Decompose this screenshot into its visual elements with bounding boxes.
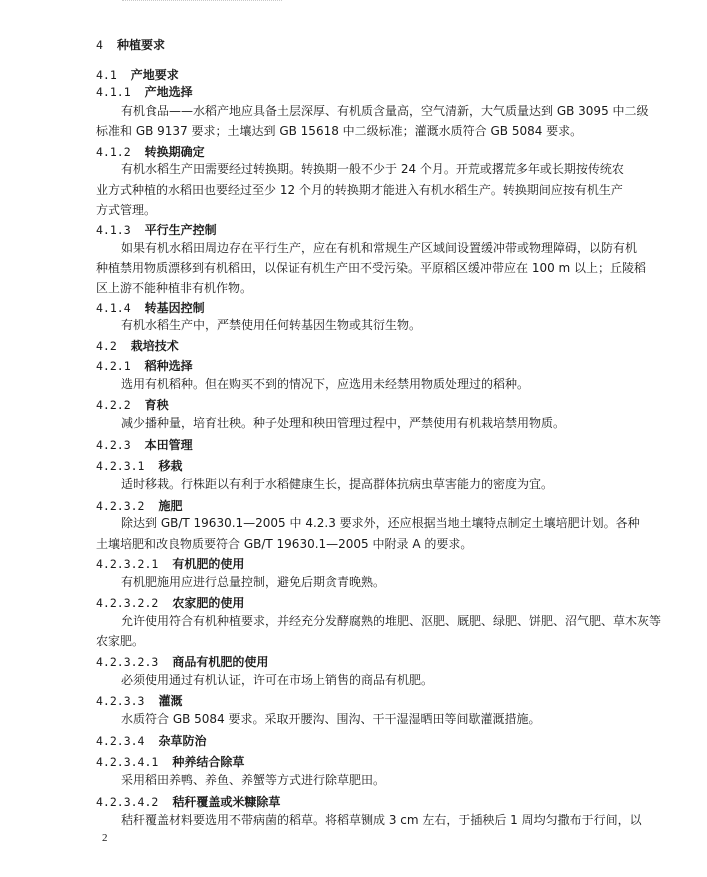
section-title: 种养结合除草 [172, 755, 245, 769]
subsection-heading [96, 594, 244, 611]
section-title: 有机肥的使用 [172, 557, 245, 571]
page-number: 2 [102, 832, 108, 844]
section-number: 4.1.2 [96, 145, 131, 159]
body-text-line: 采用稻田养鸭、养鱼、养蟹等方式进行除草肥田。 [121, 773, 386, 787]
subsection-heading [96, 83, 193, 100]
subsection-heading [96, 555, 244, 572]
section-number: 4.2.3.1 [96, 459, 145, 473]
section-heading [96, 36, 165, 53]
section-number: 4.1 [96, 68, 117, 82]
section-number: 4 [96, 38, 103, 52]
body-text-line: 允许使用符合有机种植要求，并经充分发酵腐熟的堆肥、沤肥、厩肥、绿肥、饼肥、沼气肥、草木灰等 [121, 614, 662, 628]
section-number: 4.2.3.2.2 [96, 596, 159, 610]
section-title: 商品有机肥的使用 [172, 655, 269, 669]
subsection-heading [96, 793, 280, 810]
body-text-line: 除达到 GB/T 19630.1—2005 中 4.2.3 要求外，还应根据当地土壤特点制定土壤培肥计划。各种 [121, 516, 640, 530]
top-edge-trace [122, 0, 282, 4]
body-text-line: 方式管理。 [96, 203, 157, 217]
subsection-heading [96, 143, 205, 160]
body-text-line: 适时移栽。行株距以有利于水稻健康生长，提高群体抗病虫草害能力的密度为宜。 [121, 477, 554, 491]
section-title: 灌溉 [158, 694, 183, 708]
body-text-line: 有机食品——水稻产地应具备土层深厚、有机质含量高，空气清新，大气质量达到 GB 3095 中二级 [121, 104, 649, 118]
body-text-line: 减少播种量，培育壮秧。种子处理和秧田管理过程中，严禁使用有机栽培禁用物质。 [121, 416, 566, 430]
section-number: 4.2.3.3 [96, 694, 145, 708]
subsection-heading [96, 299, 205, 316]
section-number: 4.2.3.4.1 [96, 755, 159, 769]
section-title: 产地要求 [130, 68, 179, 82]
body-text-line: 业方式种植的水稻田也要经过至少 12 个月的转换期才能进入有机水稻生产。转换期间应按有机生产 [96, 183, 623, 197]
subsection-heading [96, 457, 182, 474]
section-title: 移栽 [158, 459, 183, 473]
subsection-heading [96, 692, 182, 709]
section-number: 4.1.3 [96, 223, 131, 237]
body-text-line: 区上游不能种植非有机作物。 [96, 281, 253, 295]
section-title: 秸秆覆盖或米糠除草 [172, 795, 281, 809]
subsection-heading [96, 221, 217, 238]
section-number: 4.2.3.4.2 [96, 795, 159, 809]
section-title: 平行生产控制 [144, 223, 217, 237]
section-number: 4.2.3.4 [96, 734, 145, 748]
subsection-heading [96, 732, 206, 749]
section-number: 4.2.3.2.1 [96, 557, 159, 571]
body-text-line: 标准和 GB 9137 要求；土壤达到 GB 15618 中二级标准；灌溉水质符合 GB 5084 要求。 [96, 124, 583, 138]
section-title: 转换期确定 [144, 145, 205, 159]
subsection-heading [96, 653, 268, 670]
section-title: 农家肥的使用 [172, 596, 245, 610]
section-title: 转基因控制 [144, 301, 205, 315]
body-text-line: 有机肥施用应进行总量控制，避免后期贪青晚熟。 [121, 575, 386, 589]
body-text-line: 如果有机水稻田周边存在平行生产，应在有机和常规生产区域间设置缓冲带或物理障碍，以防有机 [121, 241, 638, 255]
section-title: 产地选择 [144, 85, 193, 99]
section-number: 4.1.4 [96, 301, 131, 315]
body-text-line: 有机水稻生产中，严禁使用任何转基因生物或其衍生物。 [121, 318, 422, 332]
section-title: 育秧 [144, 398, 169, 412]
body-text-line: 水质符合 GB 5084 要求。采取开腰沟、围沟、干干湿湿晒田等间歇灌溉措施。 [121, 712, 541, 726]
body-text-line: 有机水稻生产田需要经过转换期。转换期一般不少于 24 个月。开荒或撂荒多年或长期按传统农 [121, 162, 624, 176]
subsection-heading [96, 497, 182, 514]
subsection-heading [96, 396, 169, 413]
section-heading [96, 337, 179, 354]
body-text-line: 土壤培肥和改良物质要符合 GB/T 19630.1—2005 中附录 A 的要求。 [96, 537, 473, 551]
body-text-line: 选用有机稻种。但在购买不到的情况下，应选用未经禁用物质处理过的稻种。 [121, 377, 530, 391]
section-number: 4.1.1 [96, 85, 131, 99]
subsection-heading [96, 753, 244, 770]
section-number: 4.2.3.2.3 [96, 655, 159, 669]
body-text-line: 秸秆覆盖材料要选用不带病菌的稻草。将稻草铡成 3 cm 左右，于插秧后 1 周均匀撒布于行间，以 [121, 813, 642, 827]
body-text-line: 农家肥。 [96, 634, 145, 648]
section-title: 本田管理 [144, 438, 193, 452]
body-text-line: 种植禁用物质漂移到有机稻田，以保证有机生产田不受污染。平原稻区缓冲带应在 100 m 以上；丘陵稻 [96, 261, 647, 275]
body-text-line: 必须使用通过有机认证，许可在市场上销售的商品有机肥。 [121, 673, 434, 687]
section-number: 4.2 [96, 339, 117, 353]
section-title: 栽培技术 [130, 339, 179, 353]
section-title: 稻种选择 [144, 359, 193, 373]
subsection-heading [96, 436, 193, 453]
section-heading [96, 66, 179, 83]
section-number: 4.2.3.2 [96, 499, 145, 513]
section-number: 4.2.3 [96, 438, 131, 452]
section-number: 4.2.2 [96, 398, 131, 412]
section-title: 种植要求 [116, 38, 165, 52]
section-title: 杂草防治 [158, 734, 207, 748]
section-title: 施肥 [158, 499, 183, 513]
subsection-heading [96, 357, 193, 374]
section-number: 4.2.1 [96, 359, 131, 373]
